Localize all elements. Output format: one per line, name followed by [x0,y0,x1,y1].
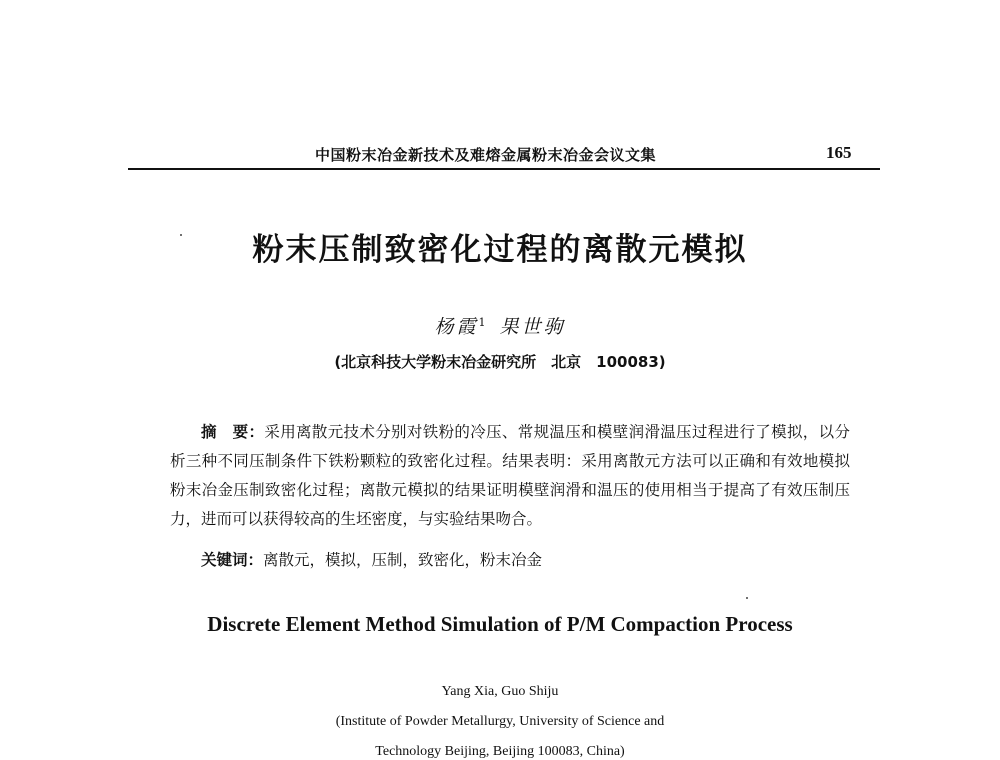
header-rule [128,168,880,170]
abstract-text: 采用离散元技术分别对铁粉的冷压、常规温压和模壁润滑温压过程进行了模拟，以分析三种不同压制条件下铁粉颗粒的致密化过程。结果表明：采用离散元方法可以正确和有效地模拟粉末冶金压制致密化过程；离散元模拟的结果证明模壁润滑和温压的使用相当于提高了有效压制压力，进而可以获得较高的生坯密度，与实验结果吻合。 [170,423,850,528]
page-number: 165 [826,143,852,162]
proceedings-header-title: 中国粉末冶金新技术及难熔金属粉末冶金会议文集 [315,146,657,164]
keywords-text: 离散元，模拟，压制，致密化，粉末冶金 [263,551,543,569]
authors-zh [0,312,1000,339]
keywords-label: 关键词： [201,551,264,569]
paper-title-zh: 粉末压制致密化过程的离散元模拟 [252,232,748,268]
abstract-paragraph [170,418,850,534]
author-name: 果世驹 [499,316,566,338]
abstract-zh [170,418,850,534]
affiliation-en-line-1: (Institute of Powder Metallurgy, University of Science and [335,714,665,729]
author-name: 杨霞 [434,316,479,338]
keywords-zh [201,548,542,570]
scan-speck [746,597,748,599]
author-affiliation-mark: 1 [478,315,486,329]
authors-en: Yang Xia, Guo Shiju [441,684,559,699]
affiliation-zh: (北京科技大学粉末冶金研究所 北京 100083) [334,353,666,371]
abstract-label: 摘 要： [201,423,265,441]
affiliation-en-line-2: Technology Beijing, Beijing 100083, China) [375,744,625,759]
paper-title-en: Discrete Element Method Simulation of P/M Compaction Process [207,612,793,636]
